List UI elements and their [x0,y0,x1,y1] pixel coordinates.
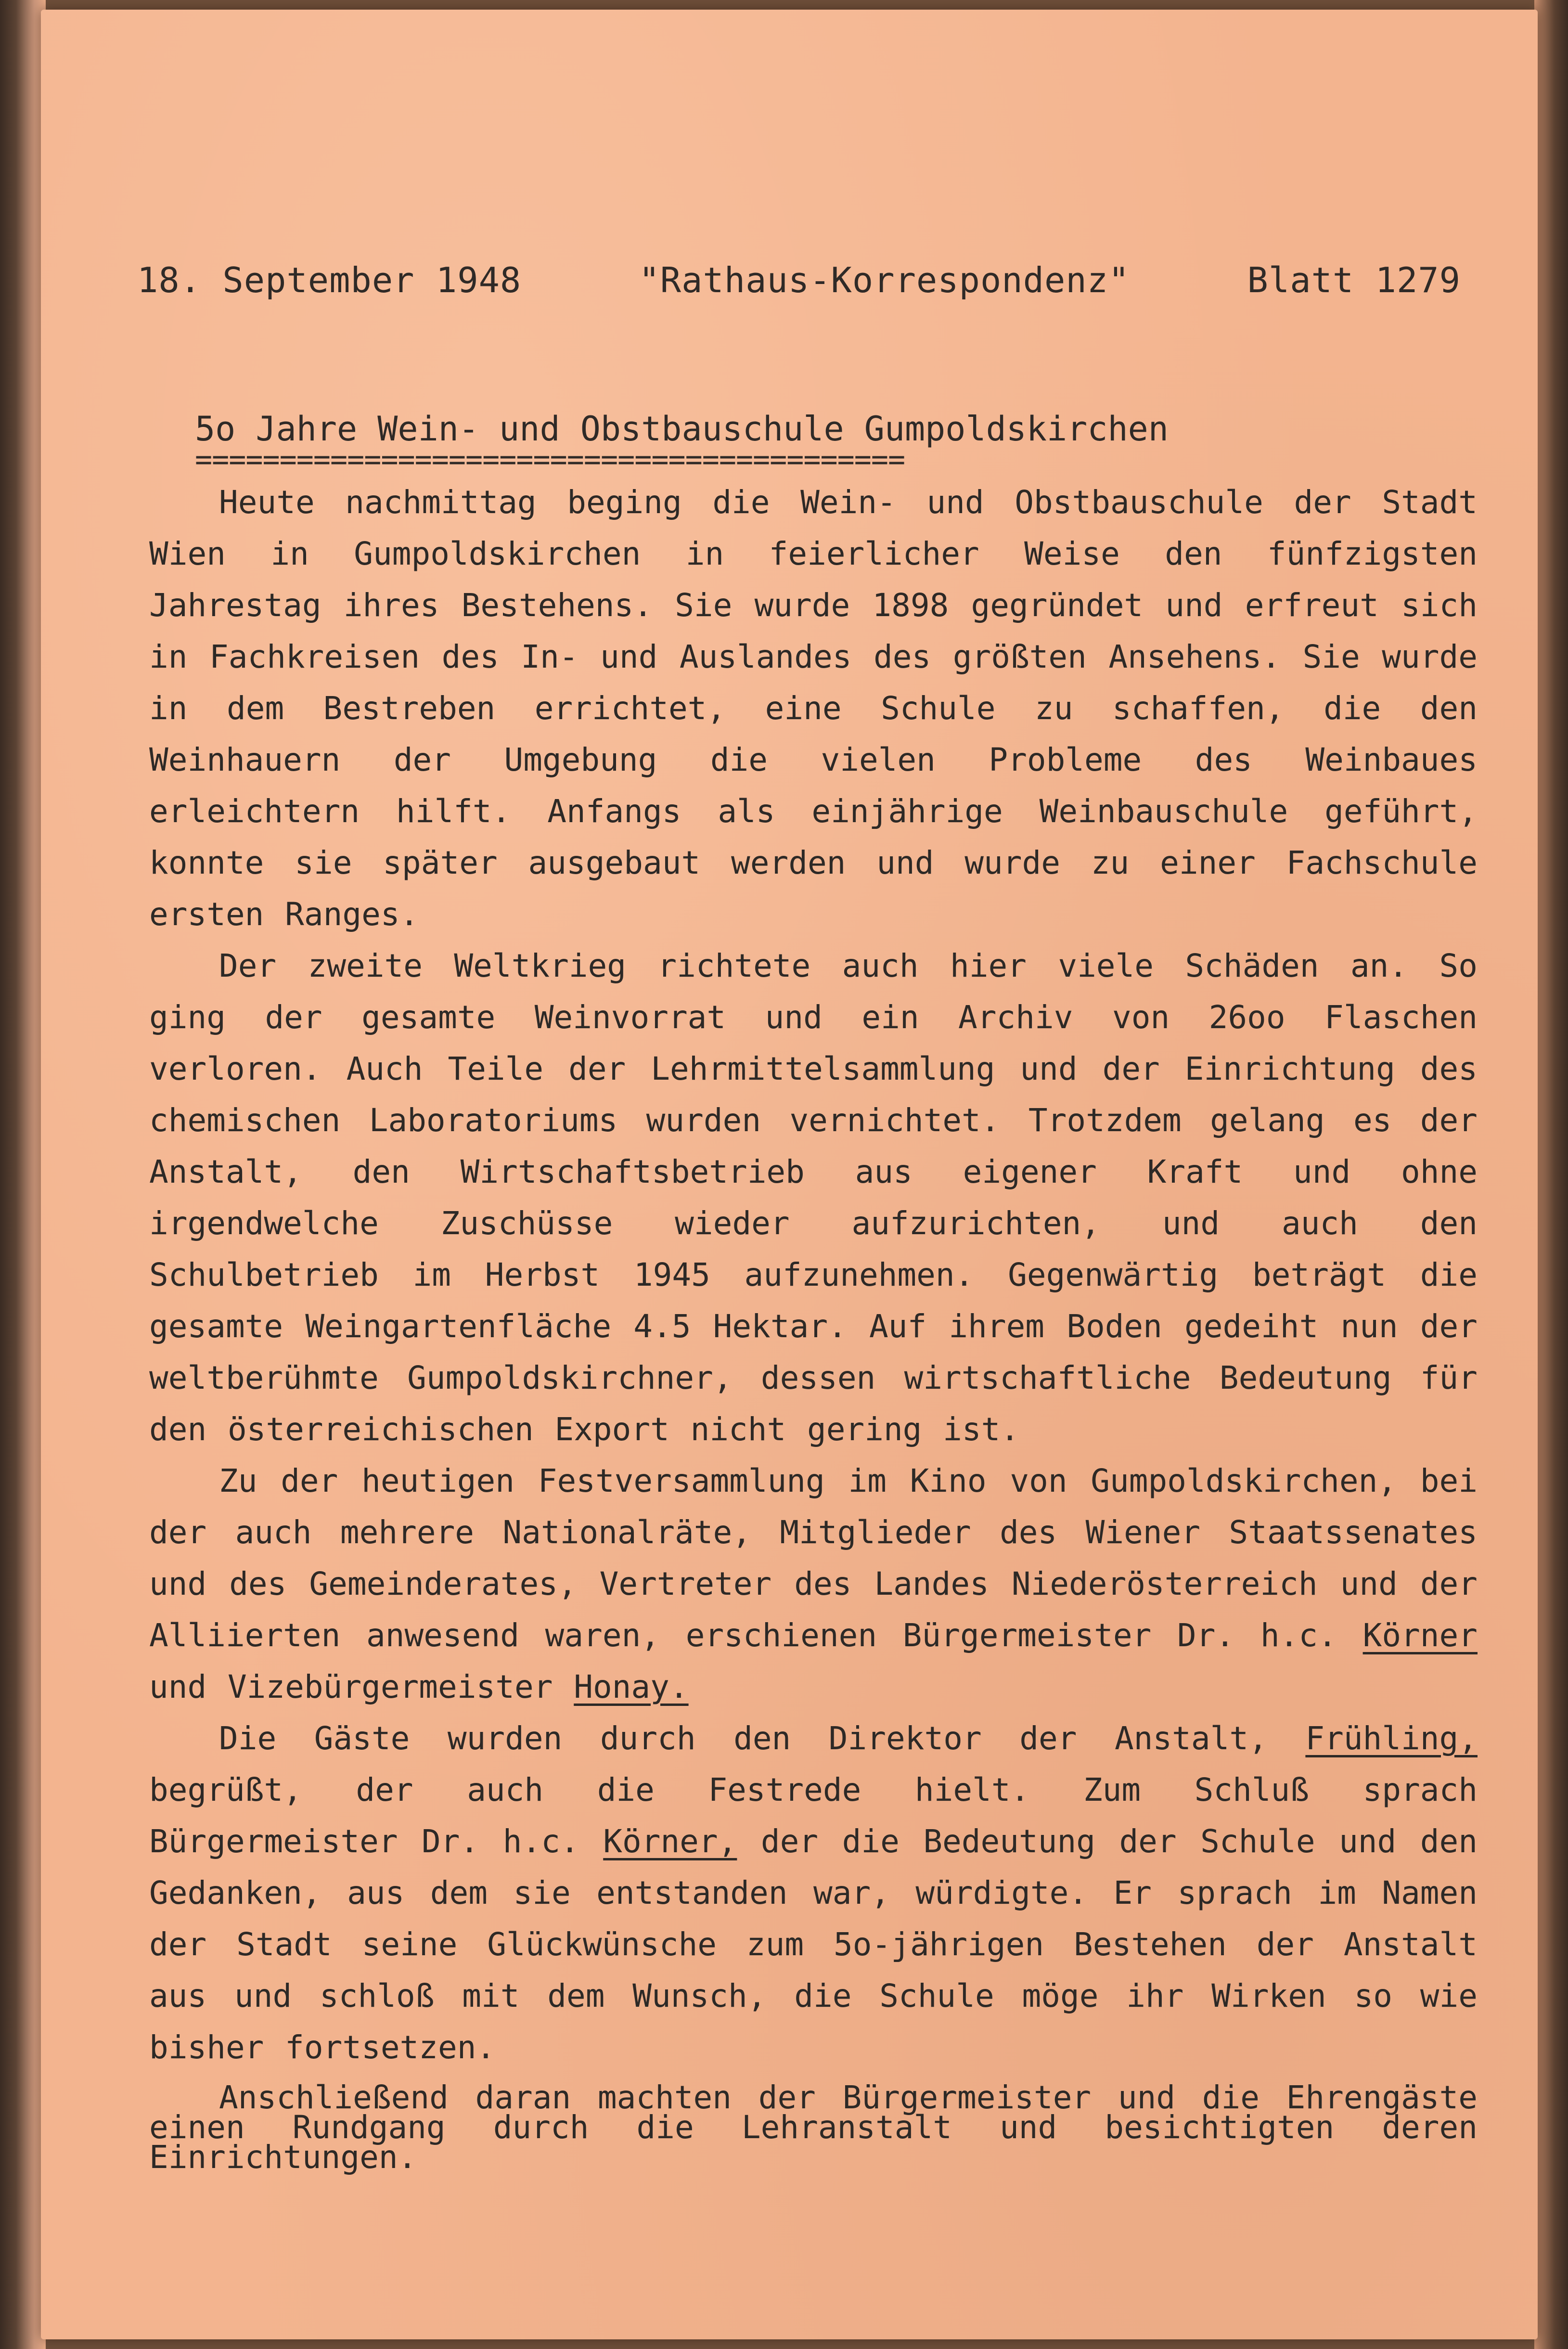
paragraph-4-text-a: Die Gäste wurden durch den Direktor der Anstalt, [219,1720,1268,1757]
paragraph-1: Heute nachmittag beging die Wein- und Obstbauschule der Stadt Wien in Gumpoldskirchen in feierlicher Weise den fünfzigsten Jahrestag ihres Bestehens. Sie wurde 1898 gegründet und erfreut sich in Fachkreisen des In- und Auslandes des größten Ansehens. Sie wurde in dem Bestreben errichtet, eine Schule zu schaffen, die den Weinhauern der Umgebung die vielen Probleme des Weinbaues erleichtern hilft. Anfangs als einjährige Weinbauschule geführt, konnte sie später ausgebaut werden und wurde zu einer Fachschule ersten Ranges. [149,484,1478,933]
document-page [41,10,1538,2339]
paragraph-3-text-b: und Vizebürgermeister [149,1668,553,1705]
article-title: 5o Jahre Wein- und Obstbauschule Gumpoldskirchen [195,409,1169,449]
header-date: 18. September 1948 [137,260,522,300]
article-body [149,477,1478,2176]
header-sheet-number: Blatt 1279 [1247,260,1461,300]
paragraph-2: Der zweite Weltkrieg richtete auch hier viele Schäden an. So ging der gesamte Weinvorrat und ein Archiv von 26oo Flaschen verloren. Auch Teile der Lehrmittelsammlung und der Einrichtung des chemischen Laboratoriums wurden vernichtet. Trotzdem gelang es der Anstalt, den Wirtschaftsbetrieb aus eigener Kraft und ohne irgendwelche Zuschüsse wieder aufzurichten, und auch den Schulbetrieb im Herbst 1945 aufzunehmen. Gegenwärtig beträgt die gesamte Weingartenfläche 4.5 Hektar. Auf ihrem Boden gedeiht nun der weltberühmte Gumpoldskirchner, dessen wirtschaftliche Bedeutung für den österreichischen Export nicht gering ist. [149,947,1478,1448]
article-title-block [195,409,1169,477]
name-honay: Honay. [574,1668,689,1705]
name-koerner-2: Körner, [603,1823,737,1860]
page-header [137,260,1461,300]
book-binding-shadow [0,0,46,2349]
header-publication: "Rathaus-Korrespondenz" [639,260,1130,300]
paragraph-3 [149,1455,1478,1713]
title-double-underline: ========================================== [195,443,905,477]
paragraph-4-text-b: begrüßt, der auch die Festrede hielt. Zum Schluß sprach Bürgermeister Dr. h.c. [149,1771,1478,1860]
page-edge [1534,0,1568,2349]
paragraph-3-text-a: Zu der heutigen Festversammlung im Kino von Gumpoldskirchen, bei der auch mehrere Nationalräte, Mitglieder des Wiener Staatssenates und des Gemeinderates, Vertreter des Landes Niederösterreich und der Alliierten anwesend waren, erschienen Bürgermeister Dr. h.c. [149,1462,1478,1654]
paragraph-4 [149,1713,1478,2073]
paragraph-4-text-c: der die Bedeutung der Schule und den Gedanken, aus dem sie entstanden war, würdigte. Er sprach im Namen der Stadt seine Glückwünsche zum 5o-jährigen Bestehen der Anstalt aus und schloß mit dem Wunsch, die Schule möge ihr Wirken so wie bisher fortsetzen. [149,1823,1478,2066]
name-koerner: Körner [1362,1617,1478,1654]
paragraph-5: Anschließend daran machten der Bürgermeister und die Ehrengäste einen Rundgang durch die Lehranstalt und besichtigten deren Einrichtungen. [149,2079,1478,2176]
name-fruehling: Frühling, [1305,1720,1478,1757]
